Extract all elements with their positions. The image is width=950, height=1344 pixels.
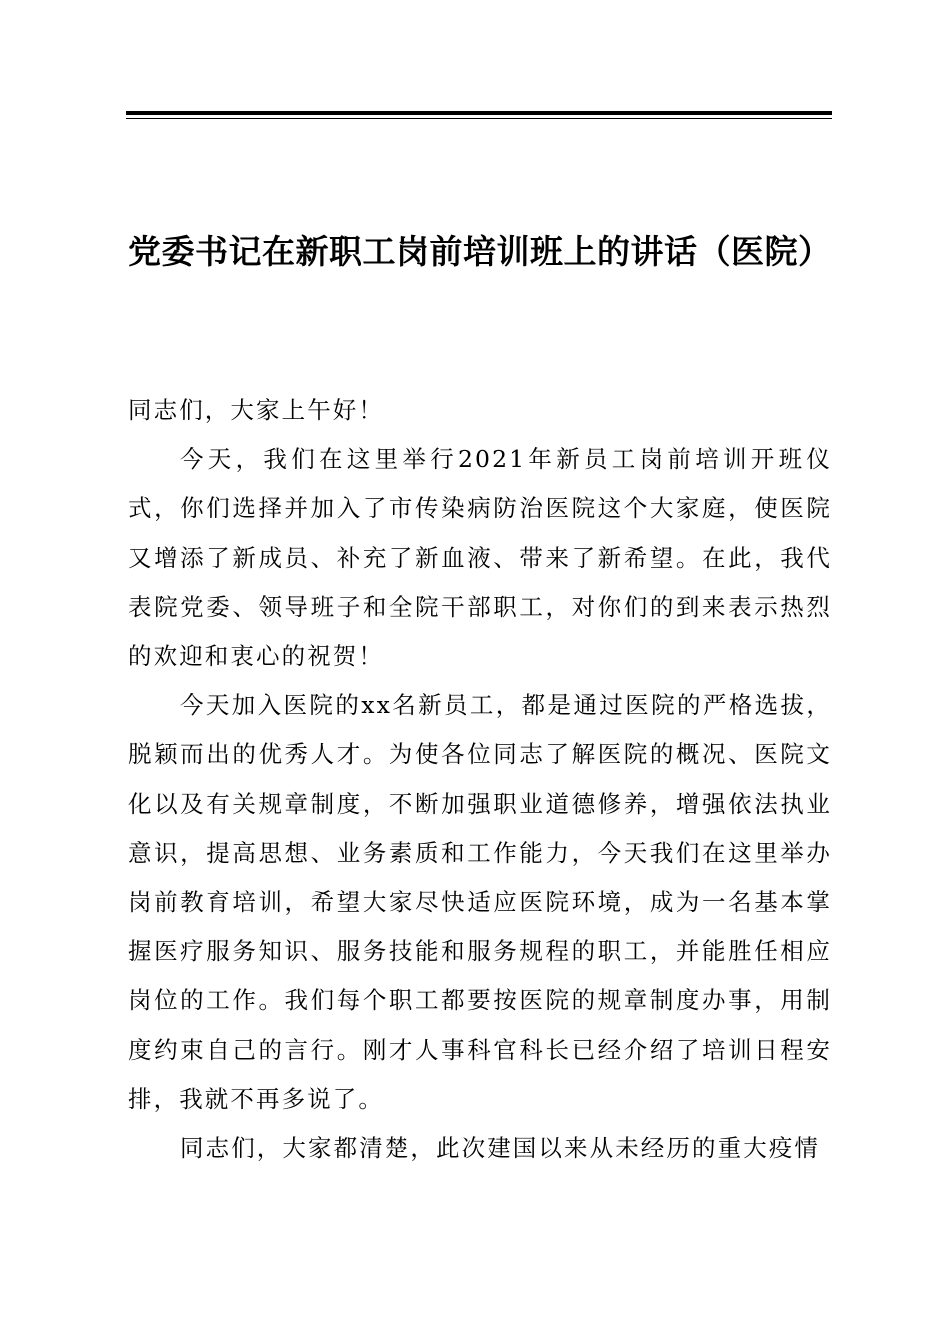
- body-paragraph-2: 今天加入医院的xx名新员工，都是通过医院的严格选拔，脱颖而出的优秀人才。为使各位同志了解医院的概况、医院文化以及有关规章制度，不断加强职业道德修养，增强依法执业意识，提高思想、业务素质和工作能力，今天我们在这里举办岗前教育培训，希望大家尽快适应医院环境，成为一名基本掌握医疗服务知识、服务技能和服务规程的职工，并能胜任相应岗位的工作。我们每个职工都要按医院的规章制度办事，用制度约束自己的言行。刚才人事科官科长已经介绍了培训日程安排，我就不再多说了。: [128, 691, 832, 1113]
- document-title: 党委书记在新职工岗前培训班上的讲话（医院）: [128, 232, 832, 271]
- body-paragraph-1: 今天，我们在这里举行2021年新员工岗前培训开班仪式，你们选择并加入了市传染病防治医院这个大家庭，使医院又增添了新成员、补充了新血液、带来了新希望。在此，我代表院党委、领导班子和全院干部职工，对你们的到来表示热烈的欢迎和衷心的祝贺！: [128, 445, 832, 671]
- header-double-rule-thick: [126, 111, 832, 115]
- greeting-line: 同志们，大家上午好！: [128, 396, 384, 424]
- header-double-rule-thin: [126, 118, 832, 119]
- document-body: [128, 386, 832, 1173]
- body-paragraph-3: 同志们，大家都清楚，此次建国以来从未经历的重大疫情: [180, 1134, 820, 1163]
